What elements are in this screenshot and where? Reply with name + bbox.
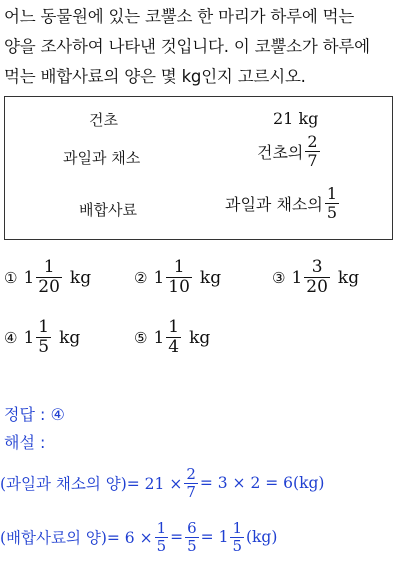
expl2-num1: 1 — [156, 519, 167, 537]
choice-5-unit: kg — [189, 327, 211, 348]
choice-2-whole: 1 — [153, 267, 165, 288]
choice-4-num: 1 — [38, 317, 50, 337]
explanation-label: 해설 : — [4, 433, 46, 452]
row1-label: 건초 — [89, 111, 118, 129]
choice-2-num: 1 — [173, 257, 185, 277]
choice-3[interactable] — [272, 258, 359, 297]
expl2-den1: 5 — [156, 536, 167, 555]
explanation-line-2 — [0, 520, 277, 555]
expl2-den3: 5 — [232, 536, 242, 555]
choice-4-unit: kg — [59, 327, 81, 348]
expl1-lhs: (과일과 채소의 양)= 21 × — [0, 475, 183, 494]
choice-3-num: 3 — [311, 257, 323, 277]
row2-denominator: 7 — [307, 150, 318, 170]
choice-1-mark: ① — [4, 268, 18, 287]
choice-4-whole: 1 — [23, 327, 35, 348]
row2-prefix: 건초의 — [257, 142, 304, 162]
choice-1-num: 1 — [43, 257, 55, 277]
expl2-num3: 1 — [232, 519, 242, 537]
row3-numerator: 1 — [326, 184, 338, 203]
expl2-eq2: = 1 — [200, 528, 229, 547]
choice-5-mark: ⑤ — [134, 328, 148, 347]
choice-3-unit: kg — [337, 267, 360, 288]
answer-label: 정답 : ④ — [4, 405, 65, 424]
choice-2-den: 10 — [168, 276, 190, 297]
question-line-1: 어느 동물원에 있는 코뿔소 한 마리가 하루에 먹는 — [4, 7, 355, 26]
choice-5-num: 1 — [168, 317, 180, 337]
choice-1-den: 20 — [38, 276, 60, 297]
expl1-rhs: = 3 × 2 = 6(kg) — [199, 474, 325, 493]
choice-2-mark: ② — [134, 268, 148, 287]
choice-4-mark: ④ — [4, 328, 18, 347]
explanation-line-1 — [0, 466, 324, 501]
row2-label: 과일과 채소 — [63, 149, 141, 167]
choice-4-den: 5 — [38, 336, 50, 357]
expl2-num2: 6 — [187, 519, 197, 537]
choice-5-whole: 1 — [153, 327, 165, 348]
row3-value — [225, 185, 341, 222]
info-table — [4, 96, 393, 240]
question-text — [4, 2, 398, 92]
row2-fraction — [305, 133, 319, 170]
expl2-den2: 5 — [187, 536, 197, 555]
row3-prefix: 과일과 채소의 — [225, 194, 323, 214]
row3-label: 배합사료 — [79, 201, 137, 219]
choice-5[interactable] — [134, 318, 210, 357]
question-line-2: 양을 조사하여 나타낸 것입니다. 이 코뿔소가 하루에 — [4, 37, 370, 56]
choice-5-den: 4 — [168, 336, 180, 357]
choice-1[interactable] — [4, 258, 91, 297]
expl2-unit: (kg) — [245, 528, 278, 547]
choice-3-den: 20 — [306, 276, 328, 297]
choice-1-whole: 1 — [23, 267, 35, 288]
expl2-lhs: (배합사료의 양)= 6 × — [0, 529, 153, 548]
choice-2[interactable] — [134, 258, 221, 297]
row2-value — [257, 133, 322, 170]
expl2-eq: = — [170, 528, 184, 547]
question-line-3: 먹는 배합사료의 양은 몇 kg인지 고르시오. — [4, 67, 306, 86]
choice-1-unit: kg — [69, 267, 92, 288]
row3-fraction — [325, 185, 339, 222]
choice-3-whole: 1 — [291, 267, 303, 288]
row3-denominator: 5 — [326, 202, 338, 222]
choice-4[interactable] — [4, 318, 80, 357]
choice-2-unit: kg — [199, 267, 222, 288]
expl1-num: 2 — [186, 465, 196, 483]
row1-value: 21 kg — [273, 109, 319, 128]
row2-numerator: 2 — [307, 132, 318, 151]
expl1-den: 7 — [186, 482, 196, 501]
choice-3-mark: ③ — [272, 268, 286, 287]
